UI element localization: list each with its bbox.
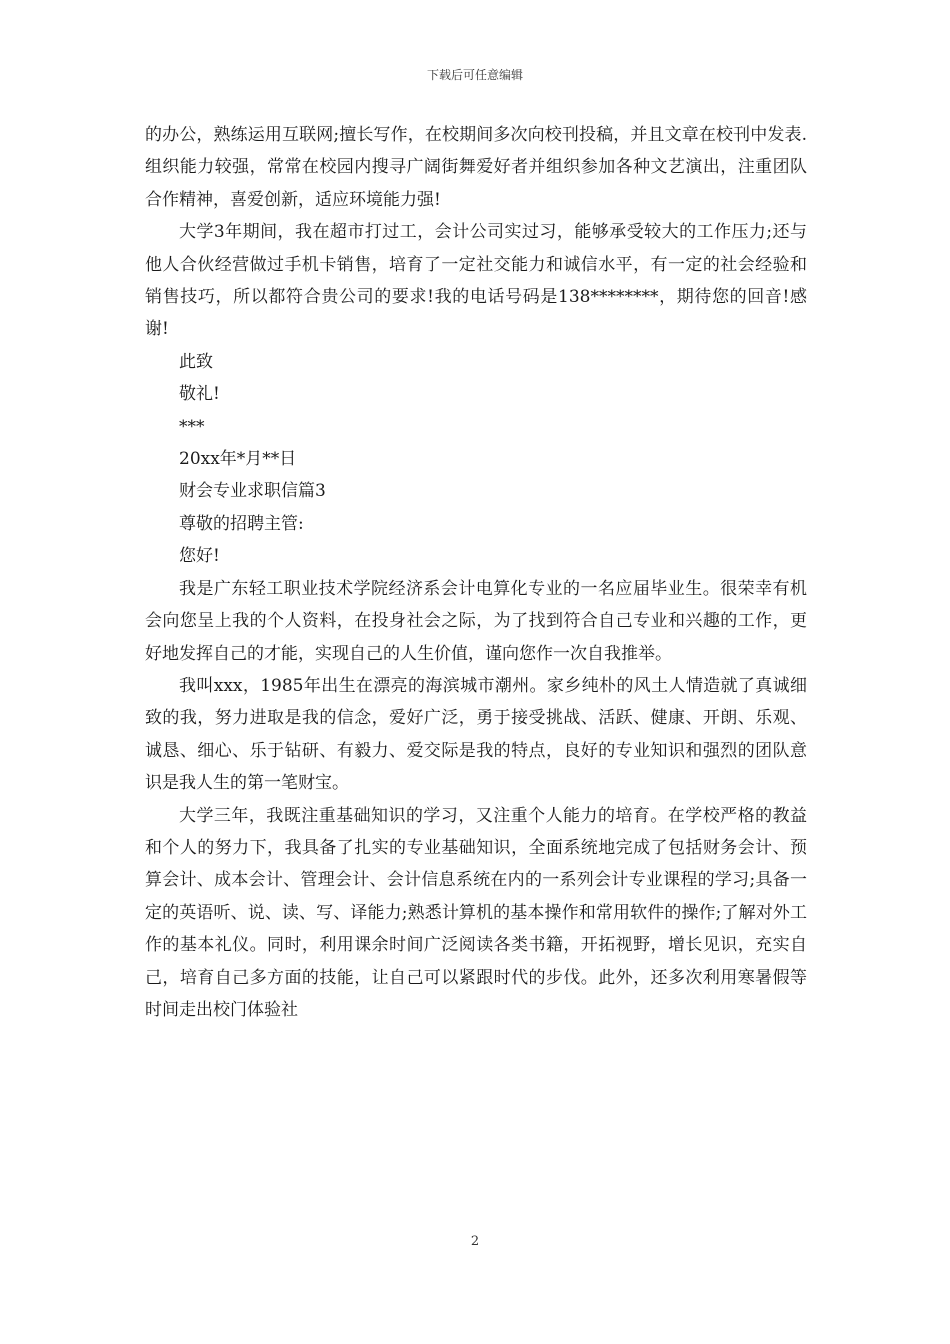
paragraph-introduction: 我是广东轻工职业技术学院经济系会计电算化专业的一名应届毕业生。很荣幸有机会向您呈上我的个人资料，在投身社会之际，为了找到符合自己专业和兴趣的工作，更好地发挥自己的才能，实现自己的人生价值，谨向您作一次自我推举。 bbox=[145, 578, 807, 664]
page-header: 下载后可任意编辑 bbox=[426, 68, 523, 82]
letter-addressee: 尊敬的招聘主管: bbox=[179, 513, 304, 534]
section-title: 财会专业求职信篇3 bbox=[179, 481, 326, 502]
closing-salutation: 此致 bbox=[179, 351, 213, 372]
closing-regards: 敬礼! bbox=[179, 384, 220, 405]
paragraph-personal: 我叫xxx，1985年出生在漂亮的海滨城市潮州。家乡纯朴的风土人情造就了真诚细致的我，努力进取是我的信念，爱好广泛，勇于接受挑战、活跃、健康、开朗、乐观、诚恳、细心、乐于钻研、有毅力、爱交际是我的特点，良好的专业知识和强烈的团队意识是我人生的第一笔财宝。 bbox=[145, 675, 807, 794]
letter-greeting: 您好! bbox=[179, 546, 220, 567]
paragraph-education: 大学三年，我既注重基础知识的学习，又注重个人能力的培育。在学校严格的教益和个人的努力下，我具备了扎实的专业基础知识，全面系统地完成了包括财务会计、预算会计、成本会计、管理会计、会计信息系统在内的一系列会计专业课程的学习;具备一定的英语听、说、读、写、译能力;熟悉计算机的基本操作和常用软件的操作;了解对外工作的基本礼仪。同时，利用课余时间广泛阅读各类书籍，开拓视野，增长见识，充实自己，培育自己多方面的技能，让自己可以紧跟时代的步伐。此外，还多次利用寒暑假等时间走出校门体验社 bbox=[145, 805, 807, 1020]
paragraph-continued: 的办公，熟练运用互联网;擅长写作，在校期间多次向校刊投稿，并且文章在校刊中发表.组织能力较强，常常在校园内搜寻广阔街舞爱好者并组织参加各种文艺演出，注重团队合作精神，喜爱创新，适应环境能力强! bbox=[145, 125, 807, 210]
signature-name: *** bbox=[179, 416, 205, 437]
page-number: 2 bbox=[470, 1234, 480, 1249]
document-body bbox=[145, 119, 807, 1026]
paragraph-work-experience: 大学3年期间，我在超市打过工，会计公司实过习，能够承受较大的工作压力;还与他人合伙经营做过手机卡销售，培育了一定社交能力和诚信水平，有一定的社会经验和销售技巧，所以都符合贵公司的要求!我的电话号码是138********，期待您的回音!感谢! bbox=[145, 222, 807, 340]
signature-date: 20xx年*月**日 bbox=[179, 449, 297, 470]
